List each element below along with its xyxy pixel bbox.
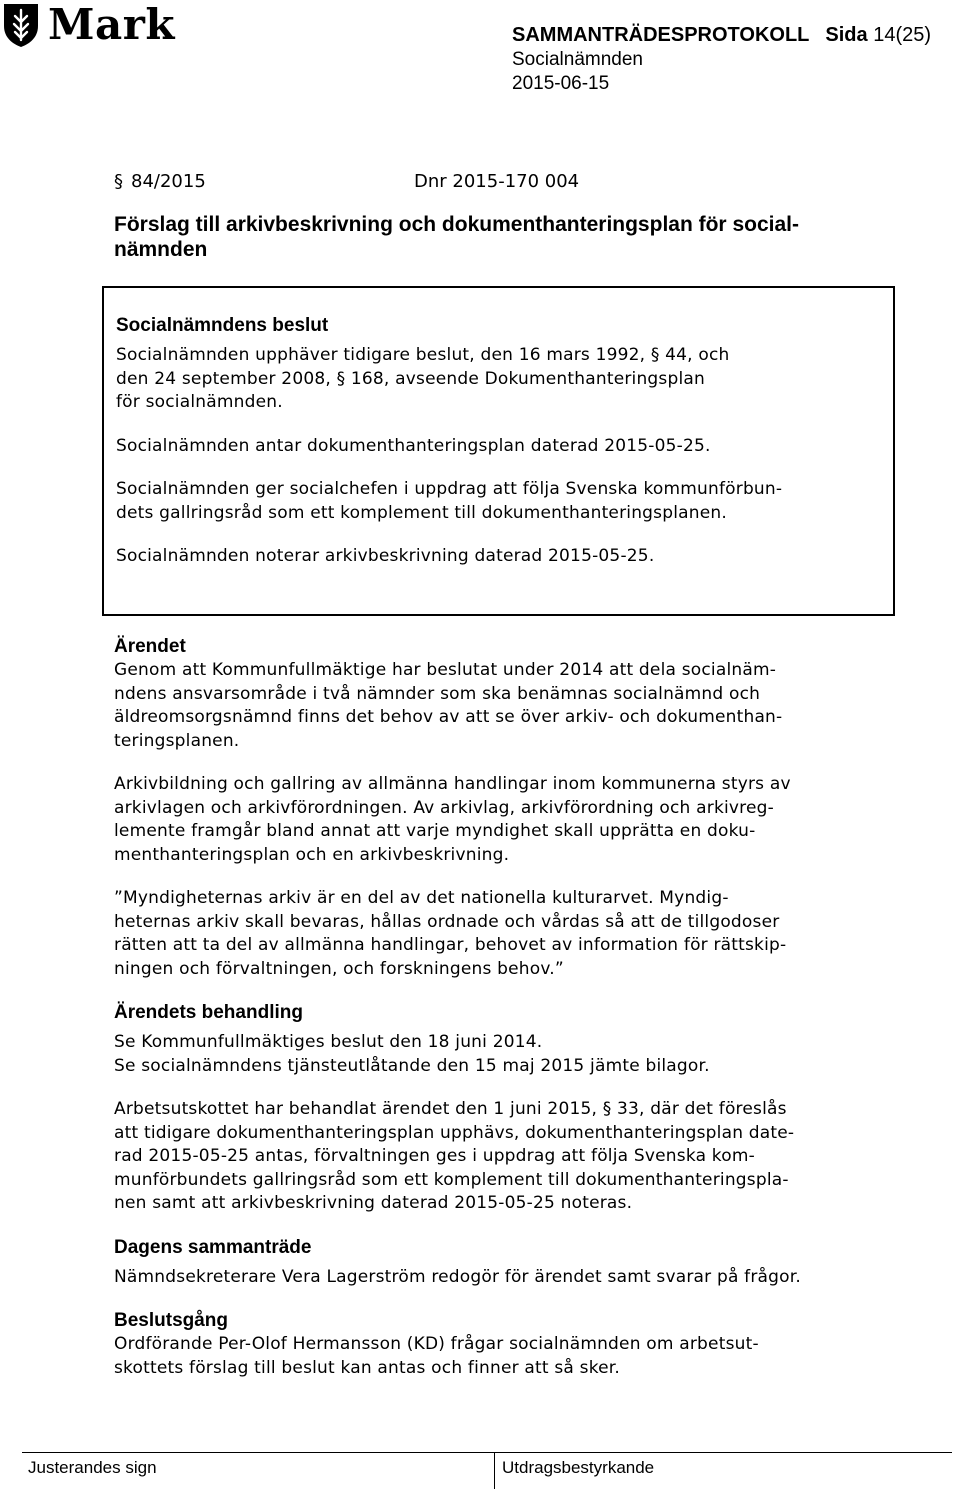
arendet-paragraph — [114, 773, 884, 867]
diary-number: Dnr 2015-170 004 — [414, 171, 580, 192]
text-line: Socialnämnden antar dokumenthanteringsplan daterad 2015-05-25. — [116, 435, 711, 456]
behandling-heading: Ärendets behandling — [114, 1002, 303, 1023]
text-line: Socialnämnden ger socialchefen i uppdrag att följa Svenska kommunförbun- — [116, 479, 783, 499]
decision-paragraph — [116, 344, 876, 415]
decision-paragraph — [116, 545, 876, 569]
extract-label: Utdragsbestyrkande — [502, 1458, 655, 1477]
sign-label: Justerandes sign — [28, 1458, 157, 1477]
case-title — [114, 212, 894, 262]
header-title-row — [512, 22, 952, 48]
text-line: att tidigare dokumenthanteringsplan upphävs, dokumenthanteringsplan date- — [114, 1122, 795, 1143]
beslutsgang-paragraph — [114, 1333, 884, 1380]
footer-divider — [494, 1452, 495, 1489]
dagens-heading: Dagens sammanträde — [114, 1236, 312, 1258]
signature-footer — [22, 1452, 952, 1489]
text-line: den 24 september 2008, § 168, avseende Dokumenthanteringsplan — [116, 368, 705, 389]
meeting-date: 2015-06-15 — [512, 73, 610, 94]
behandling-paragraph — [114, 1031, 884, 1078]
arendet-quote — [114, 887, 884, 981]
text-line: Se socialnämndens tjänsteutlåtande den 15 maj 2015 jämte bilagor. — [114, 1055, 710, 1076]
beslutsgang-heading: Beslutsgång — [114, 1310, 229, 1331]
behandling-paragraph — [114, 1098, 884, 1216]
coat-of-arms-icon — [2, 2, 40, 48]
page-label: Sida — [825, 24, 868, 46]
decision-paragraph — [116, 435, 876, 459]
text-line: ”Myndigheternas arkiv är en del av det nationella kulturarvet. Myndig- — [114, 888, 729, 908]
text-line: Ordförande Per-Olof Hermansson (KD) frågar socialnämnden om arbetsut- — [114, 1334, 759, 1354]
arendet-heading: Ärendet — [114, 636, 186, 657]
decision-heading: Socialnämndens beslut — [116, 315, 329, 336]
arendet-paragraph — [114, 659, 884, 753]
case-number: 84/2015 — [131, 171, 206, 192]
footer-rule — [22, 1452, 952, 1453]
text-line: lemente framgår bland annat att varje myndighet skall upprätta en doku- — [114, 821, 756, 841]
text-line: ningen och förvaltningen, och forskningens behov.” — [114, 958, 564, 979]
municipality-logo — [2, 2, 175, 48]
document-header — [512, 22, 952, 96]
text-line: menthanteringsplan och en arkivbeskrivning. — [114, 844, 510, 865]
text-line: skottets förslag till beslut kan antas och finner att så sker. — [114, 1357, 621, 1378]
text-line: för socialnämnden. — [116, 392, 283, 412]
text-line: munförbundets gallringsråd som ett komplement till dokumenthanteringspla- — [114, 1169, 789, 1190]
case-title-line: nämnden — [114, 238, 208, 261]
text-line: Arkivbildning och gallring av allmänna handlingar inom kommunerna styrs av — [114, 774, 791, 794]
text-line: rad 2015-05-25 antas, förvaltningen ges i uppdrag att följa Svenska kom- — [114, 1146, 755, 1166]
logo-wordmark: Mark — [48, 0, 175, 49]
text-line: nen samt att arkivbeskrivning daterad 2015-05-25 noteras. — [114, 1193, 633, 1213]
case-reference — [114, 170, 580, 194]
doc-type: SAMMANTRÄDESPROTOKOLL — [512, 24, 810, 46]
text-line: Socialnämnden noterar arkivbeskrivning daterad 2015-05-25. — [116, 546, 655, 566]
section-symbol: § — [114, 171, 123, 192]
text-line: Se Kommunfullmäktiges beslut den 18 juni 2014. — [114, 1032, 543, 1052]
dagens-paragraph — [114, 1266, 884, 1290]
text-line: Socialnämnden upphäver tidigare beslut, den 16 mars 1992, § 44, och — [116, 345, 730, 365]
text-line: ndens ansvarsområde i två nämnder som ska benämnas socialnämnd och — [114, 683, 761, 704]
text-line: Nämndsekreterare Vera Lagerström redogör för ärendet samt svarar på frågor. — [114, 1266, 801, 1287]
case-body — [114, 635, 884, 1380]
committee-name: Socialnämnden — [512, 49, 643, 70]
text-line: äldreomsorgsnämnd finns det behov av att se över arkiv- och dokumenthan- — [114, 707, 783, 727]
text-line: teringsplanen. — [114, 730, 240, 751]
decision-content — [116, 314, 876, 569]
decision-box — [102, 286, 895, 616]
text-line: arkivlagen och arkivförordningen. Av arkivlag, arkivförordning och arkivreg- — [114, 797, 774, 818]
decision-paragraph — [116, 478, 876, 525]
text-line: Genom att Kommunfullmäktige har beslutat under 2014 att dela socialnäm- — [114, 660, 777, 680]
page-number: 14(25) — [873, 24, 932, 46]
text-line: Arbetsutskottet har behandlat ärendet den 1 juni 2015, § 33, där det föreslås — [114, 1099, 787, 1119]
text-line: rätten att ta del av allmänna handlingar, behovet av information för rättskip- — [114, 935, 787, 955]
case-title-line: Förslag till arkivbeskrivning och dokumenthanteringsplan för social- — [114, 213, 799, 236]
text-line: heternas arkiv skall bevaras, hållas ordnade och vårdas så att de tillgodoser — [114, 911, 780, 932]
text-line: dets gallringsråd som ett komplement till dokumenthanteringsplanen. — [116, 502, 727, 523]
